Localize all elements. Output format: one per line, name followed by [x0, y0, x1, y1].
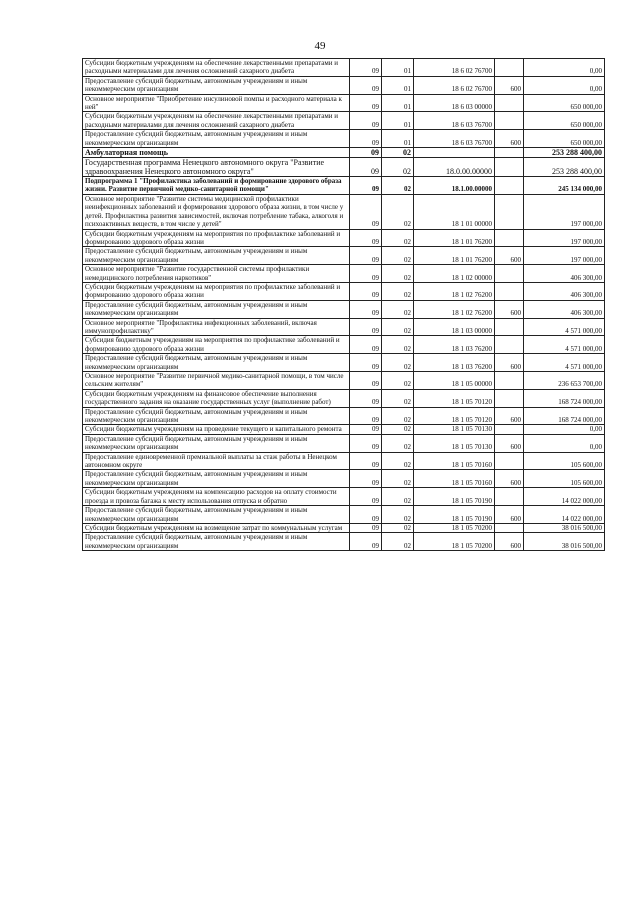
row-amount-cell: 245 134 000,00	[524, 177, 605, 195]
row-name-cell: Предоставление субсидий бюджетным, автономным учреждениям и иным некоммерческим организациям	[83, 354, 350, 372]
row-code-cell: 18 1 01 00000	[414, 194, 495, 229]
row-expense-type-cell	[495, 336, 524, 354]
row-section-cell: 09	[350, 533, 382, 551]
row-code-cell: 18 1 01 76200	[414, 229, 495, 247]
row-code-cell: 18 1 05 70200	[414, 533, 495, 551]
row-code-cell: 18 1 05 70200	[414, 523, 495, 532]
row-subsection-cell: 02	[382, 533, 414, 551]
table-row	[83, 229, 605, 247]
row-name-cell: Субсидии бюджетным учреждениям на мероприятия по профилактике заболеваний и формированию здорового образа жизни	[83, 282, 350, 300]
row-name-cell: Предоставление субсидий бюджетным, автономным учреждениям и иным некоммерческим организациям	[83, 434, 350, 452]
row-name-cell: Предоставление субсидий бюджетным, автономным учреждениям и иным некоммерческим организациям	[83, 506, 350, 524]
table-row	[83, 389, 605, 407]
row-section-cell: 09	[350, 300, 382, 318]
row-name-cell: Предоставление субсидий бюджетным, автономным учреждениям и иным некоммерческим организациям	[83, 533, 350, 551]
row-amount-cell: 105 600,00	[524, 470, 605, 488]
row-section-cell: 09	[350, 425, 382, 434]
row-amount-cell: 650 000,00	[524, 94, 605, 112]
row-subsection-cell: 02	[382, 523, 414, 532]
row-expense-type-cell	[495, 177, 524, 195]
row-subsection-cell: 01	[382, 59, 414, 77]
row-expense-type-cell: 600	[495, 506, 524, 524]
row-subsection-cell: 02	[382, 506, 414, 524]
row-expense-type-cell	[495, 389, 524, 407]
row-section-cell: 09	[350, 247, 382, 265]
table-row	[83, 452, 605, 470]
row-amount-cell: 253 288 400,00	[524, 148, 605, 158]
table-row	[83, 130, 605, 148]
row-section-cell: 09	[350, 372, 382, 390]
row-subsection-cell: 02	[382, 148, 414, 158]
table-row	[83, 76, 605, 94]
row-section-cell: 09	[350, 452, 382, 470]
row-amount-cell: 236 653 700,00	[524, 372, 605, 390]
row-name-cell: Предоставление субсидий бюджетным, автономным учреждениям и иным некоммерческим организациям	[83, 407, 350, 425]
row-expense-type-cell: 600	[495, 407, 524, 425]
row-amount-cell: 105 600,00	[524, 452, 605, 470]
row-subsection-cell: 02	[382, 452, 414, 470]
table-row	[83, 158, 605, 177]
row-subsection-cell: 02	[382, 229, 414, 247]
table-row	[83, 112, 605, 130]
row-code-cell: 18 1 02 00000	[414, 265, 495, 283]
row-code-cell: 18 1 05 00000	[414, 372, 495, 390]
row-code-cell: 18 1 05 70120	[414, 389, 495, 407]
row-amount-cell: 4 571 000,00	[524, 318, 605, 336]
row-amount-cell: 4 571 000,00	[524, 336, 605, 354]
row-amount-cell: 168 724 000,00	[524, 407, 605, 425]
row-subsection-cell: 02	[382, 425, 414, 434]
row-expense-type-cell: 600	[495, 130, 524, 148]
row-code-cell: 18 6 02 76700	[414, 76, 495, 94]
row-section-cell: 09	[350, 112, 382, 130]
row-amount-cell: 197 000,00	[524, 247, 605, 265]
table-row	[83, 354, 605, 372]
row-code-cell	[414, 148, 495, 158]
row-subsection-cell: 02	[382, 488, 414, 506]
row-subsection-cell: 02	[382, 194, 414, 229]
row-expense-type-cell: 600	[495, 354, 524, 372]
row-amount-cell: 168 724 000,00	[524, 389, 605, 407]
row-code-cell: 18 1 05 70160	[414, 452, 495, 470]
row-name-cell: Субсидия бюджетным учреждениям на мероприятия по профилактике заболеваний и формированию здорового образа жизни	[83, 336, 350, 354]
row-expense-type-cell	[495, 194, 524, 229]
row-expense-type-cell	[495, 282, 524, 300]
row-code-cell: 18 1 02 76200	[414, 300, 495, 318]
table-row	[83, 506, 605, 524]
row-section-cell: 09	[350, 523, 382, 532]
row-subsection-cell: 02	[382, 336, 414, 354]
table-row	[83, 318, 605, 336]
row-subsection-cell: 02	[382, 470, 414, 488]
row-section-cell: 09	[350, 130, 382, 148]
row-expense-type-cell	[495, 94, 524, 112]
row-name-cell: Предоставление субсидий бюджетным, автономным учреждениям и иным некоммерческим организациям	[83, 247, 350, 265]
row-subsection-cell: 02	[382, 389, 414, 407]
row-subsection-cell: 01	[382, 130, 414, 148]
row-section-cell: 09	[350, 470, 382, 488]
table-row	[83, 300, 605, 318]
row-expense-type-cell: 600	[495, 533, 524, 551]
row-amount-cell: 197 000,00	[524, 194, 605, 229]
row-name-cell: Предоставление субсидий бюджетным, автономным учреждениям и иным некоммерческим организациям	[83, 130, 350, 148]
row-subsection-cell: 02	[382, 434, 414, 452]
table-row	[83, 407, 605, 425]
row-code-cell: 18 1 05 70160	[414, 470, 495, 488]
row-subsection-cell: 02	[382, 282, 414, 300]
row-amount-cell: 253 288 400,00	[524, 158, 605, 177]
row-expense-type-cell	[495, 488, 524, 506]
row-amount-cell: 650 000,00	[524, 130, 605, 148]
row-subsection-cell: 01	[382, 76, 414, 94]
row-section-cell: 09	[350, 148, 382, 158]
row-code-cell: 18 1 05 70130	[414, 434, 495, 452]
row-expense-type-cell	[495, 59, 524, 77]
row-name-cell: Предоставление субсидий бюджетным, автономным учреждениям и иным некоммерческим организациям	[83, 300, 350, 318]
table-row	[83, 265, 605, 283]
table-row	[83, 94, 605, 112]
row-expense-type-cell: 600	[495, 470, 524, 488]
row-amount-cell: 0,00	[524, 59, 605, 77]
row-expense-type-cell	[495, 158, 524, 177]
table-row	[83, 470, 605, 488]
table-row	[83, 372, 605, 390]
table-row	[83, 247, 605, 265]
row-expense-type-cell	[495, 112, 524, 130]
row-expense-type-cell	[495, 229, 524, 247]
row-amount-cell: 197 000,00	[524, 229, 605, 247]
row-code-cell: 18 1 05 70190	[414, 506, 495, 524]
row-name-cell: Основное мероприятие "Профилактика инфекционных заболеваний, включая иммунопрофилактику"	[83, 318, 350, 336]
table-row	[83, 533, 605, 551]
row-subsection-cell: 02	[382, 354, 414, 372]
row-expense-type-cell	[495, 372, 524, 390]
budget-table	[82, 58, 605, 551]
row-name-cell: Субсидии бюджетным учреждениям на обеспечение лекарственными препаратами и расходными материалами для лечения осложнений сахарного диабета	[83, 112, 350, 130]
row-name-cell: Предоставление единовременной премиальной выплаты за стаж работы в Ненецком автономном округе	[83, 452, 350, 470]
row-amount-cell: 406 300,00	[524, 282, 605, 300]
row-name-cell: Субсидии бюджетным учреждениям на проведение текущего и капитального ремонта	[83, 425, 350, 434]
row-subsection-cell: 02	[382, 300, 414, 318]
row-section-cell: 09	[350, 282, 382, 300]
row-name-cell: Подпрограмма 1 "Профилактика заболеваний и формирование здорового образа жизни. Развитие первичной медико-санитарной помощи"	[83, 177, 350, 195]
table-row	[83, 59, 605, 77]
row-expense-type-cell: 600	[495, 247, 524, 265]
table-row	[83, 194, 605, 229]
row-amount-cell: 650 000,00	[524, 112, 605, 130]
table-row	[83, 177, 605, 195]
row-code-cell: 18 1 01 76200	[414, 247, 495, 265]
row-section-cell: 09	[350, 194, 382, 229]
row-section-cell: 09	[350, 336, 382, 354]
row-name-cell: Субсидии бюджетным учреждениям на компенсацию расходов на оплату стоимости проезда и провоза багажа к месту использования отпуска и обратно	[83, 488, 350, 506]
row-subsection-cell: 02	[382, 265, 414, 283]
row-name-cell: Субсидии бюджетным учреждениям на обеспечение лекарственными препаратами и расходными материалами для лечения осложнений сахарного диабета	[83, 59, 350, 77]
row-name-cell: Предоставление субсидий бюджетным, автономным учреждениям и иным некоммерческим организациям	[83, 76, 350, 94]
row-name-cell: Субсидии бюджетным учреждениям на возмещение затрат по коммунальным услугам	[83, 523, 350, 532]
row-code-cell: 18.1.00.00000	[414, 177, 495, 195]
row-section-cell: 09	[350, 434, 382, 452]
row-expense-type-cell	[495, 523, 524, 532]
table-row	[83, 488, 605, 506]
row-name-cell: Основное мероприятие "Развитие системы медицинской профилактики неинфекционных заболеваний и формирования здорового образа жизни, в том числе у детей. Профилактика развития зависимостей, включая потребление табака, алкоголя и психоактивных веществ, в том числе у детей"	[83, 194, 350, 229]
row-subsection-cell: 02	[382, 318, 414, 336]
table-row	[83, 523, 605, 532]
row-code-cell: 18 6 03 76700	[414, 112, 495, 130]
row-expense-type-cell	[495, 425, 524, 434]
row-amount-cell: 0,00	[524, 425, 605, 434]
row-name-cell: Основное мероприятие "Приобретение инсулиновой помпы и расходного материала к ней"	[83, 94, 350, 112]
table-row	[83, 425, 605, 434]
row-amount-cell: 406 300,00	[524, 265, 605, 283]
row-code-cell: 18 1 03 76200	[414, 336, 495, 354]
row-expense-type-cell: 600	[495, 76, 524, 94]
row-code-cell: 18 1 05 70120	[414, 407, 495, 425]
row-name-cell: Государственная программа Ненецкого автономного округа "Развитие здравоохранения Ненецкого автономного округа"	[83, 158, 350, 177]
row-name-cell: Субсидии бюджетным учреждениям на финансовое обеспечение выполнения государственного задания на оказание государственных услуг (выполнение работ)	[83, 389, 350, 407]
row-code-cell: 18.0.00.00000	[414, 158, 495, 177]
row-section-cell: 09	[350, 407, 382, 425]
row-section-cell: 09	[350, 488, 382, 506]
row-name-cell: Основное мероприятие "Развитие первичной медико-санитарной помощи, в том числе сельским жителям"	[83, 372, 350, 390]
row-section-cell: 09	[350, 158, 382, 177]
row-subsection-cell: 01	[382, 112, 414, 130]
row-expense-type-cell	[495, 318, 524, 336]
budget-table-body	[83, 59, 605, 551]
row-section-cell: 09	[350, 506, 382, 524]
table-row	[83, 336, 605, 354]
row-subsection-cell: 02	[382, 177, 414, 195]
row-amount-cell: 4 571 000,00	[524, 354, 605, 372]
row-code-cell: 18 1 03 00000	[414, 318, 495, 336]
row-subsection-cell: 02	[382, 158, 414, 177]
row-subsection-cell: 01	[382, 94, 414, 112]
row-expense-type-cell	[495, 452, 524, 470]
row-expense-type-cell: 600	[495, 434, 524, 452]
page-number: 49	[314, 40, 326, 52]
row-section-cell: 09	[350, 177, 382, 195]
row-section-cell: 09	[350, 76, 382, 94]
row-code-cell: 18 6 03 76700	[414, 130, 495, 148]
row-amount-cell: 38 016 500,00	[524, 533, 605, 551]
row-expense-type-cell	[495, 148, 524, 158]
row-name-cell: Основное мероприятие "Развитие государственной системы профилактики немедицинского потребления наркотиков"	[83, 265, 350, 283]
row-code-cell: 18 6 02 76700	[414, 59, 495, 77]
row-expense-type-cell: 600	[495, 300, 524, 318]
table-row	[83, 148, 605, 158]
row-code-cell: 18 1 03 76200	[414, 354, 495, 372]
row-section-cell: 09	[350, 318, 382, 336]
row-code-cell: 18 1 05 70190	[414, 488, 495, 506]
row-code-cell: 18 6 03 00000	[414, 94, 495, 112]
table-row	[83, 434, 605, 452]
row-section-cell: 09	[350, 59, 382, 77]
row-name-cell: Амбулаторная помощь	[83, 148, 350, 158]
row-code-cell: 18 1 02 76200	[414, 282, 495, 300]
row-expense-type-cell	[495, 265, 524, 283]
row-name-cell: Субсидии бюджетным учреждениям на мероприятия по профилактике заболеваний и формированию здорового образа жизни	[83, 229, 350, 247]
row-section-cell: 09	[350, 354, 382, 372]
row-subsection-cell: 02	[382, 372, 414, 390]
row-code-cell: 18 1 05 70130	[414, 425, 495, 434]
row-amount-cell: 38 016 500,00	[524, 523, 605, 532]
row-subsection-cell: 02	[382, 407, 414, 425]
row-section-cell: 09	[350, 265, 382, 283]
row-amount-cell: 14 022 000,00	[524, 488, 605, 506]
row-section-cell: 09	[350, 94, 382, 112]
row-name-cell: Предоставление субсидий бюджетным, автономным учреждениям и иным некоммерческим организациям	[83, 470, 350, 488]
row-amount-cell: 406 300,00	[524, 300, 605, 318]
row-amount-cell: 0,00	[524, 76, 605, 94]
row-amount-cell: 0,00	[524, 434, 605, 452]
table-row	[83, 282, 605, 300]
row-section-cell: 09	[350, 389, 382, 407]
row-amount-cell: 14 022 000,00	[524, 506, 605, 524]
row-section-cell: 09	[350, 229, 382, 247]
row-subsection-cell: 02	[382, 247, 414, 265]
